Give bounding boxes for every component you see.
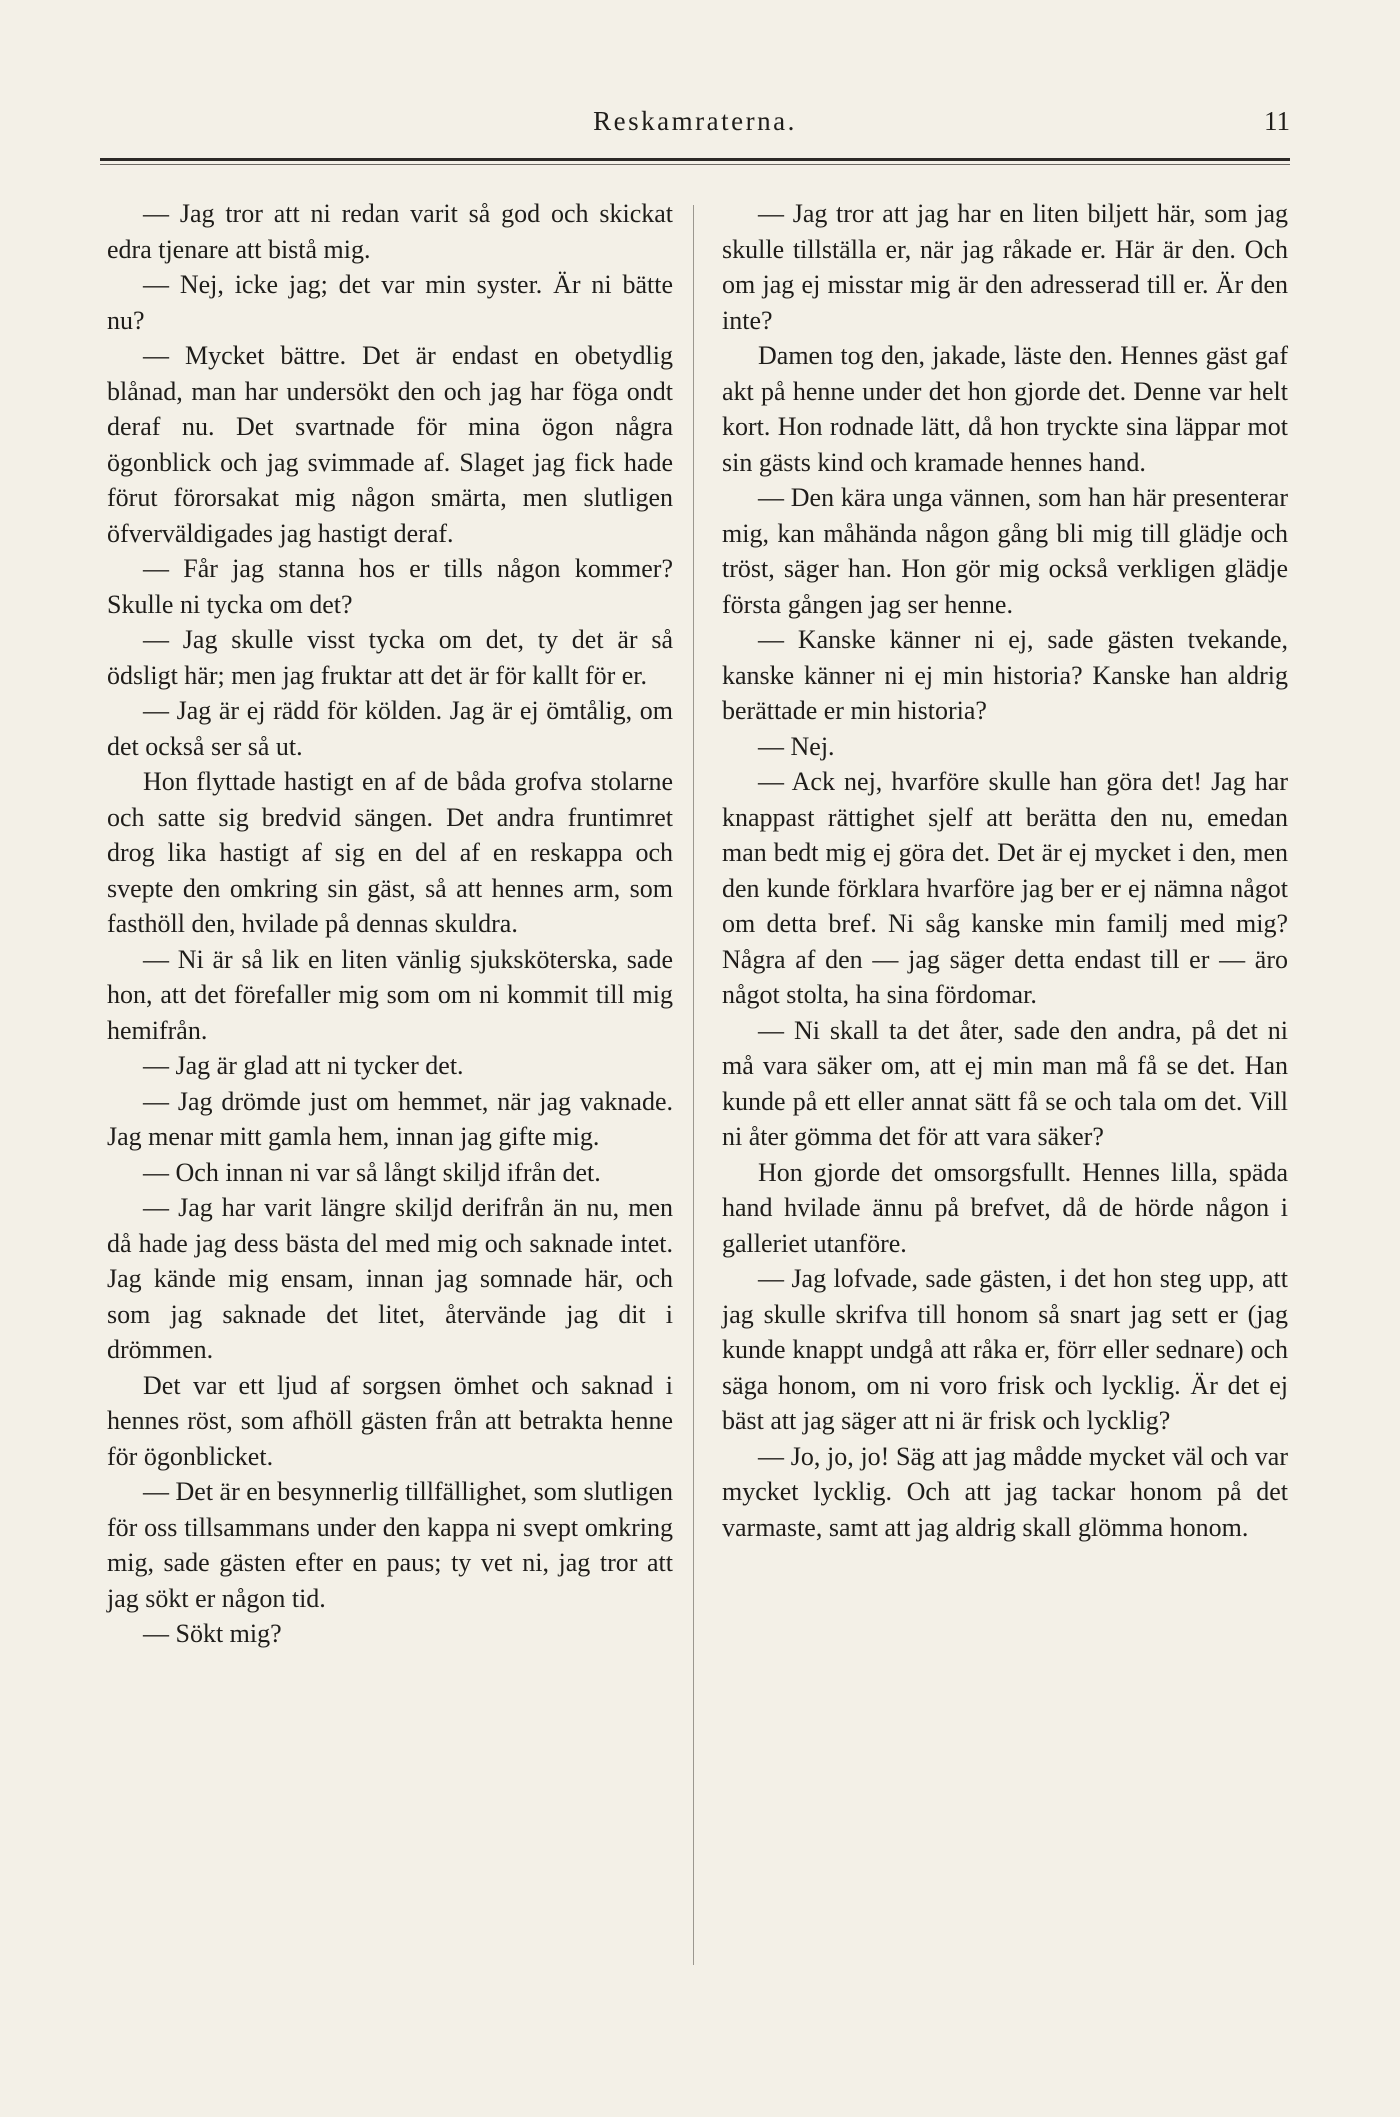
paragraph: — Jag är glad att ni tycker det. [143, 1051, 464, 1080]
right-column [722, 196, 1288, 1545]
paragraph: — Ack nej, hvarföre skulle han göra det! Jag har knappast rättighet sjelf att berätta den nu, emedan man bedt mig ej göra det. Det är ej mycket i den, men den kunde förklara hvarföre jag ber er ej nämna något om detta bref. Ni såg kanske min familj med mig? Några af den — jag säger detta endast till er — äro något stolta, ha sina fördomar. [722, 767, 1288, 1009]
header-rule [100, 158, 1290, 161]
header-rule-thin [100, 164, 1290, 165]
paragraph: — Jag lofvade, sade gästen, i det hon steg upp, att jag skulle skrifva till honom så snart jag sett er (jag kunde knappt undgå att råka er, förr eller sednare) och säga honom, om ni voro frisk och lycklig. Är det ej bäst att jag säger att ni är frisk och lycklig? [722, 1264, 1288, 1435]
paragraph: — Nej. [758, 731, 835, 761]
paragraph: — Ni är så lik en liten vänlig sjuksköterska, sade hon, att det förefaller mig som om ni kommit till mig hemifrån. [107, 944, 673, 1045]
paragraph: — Nej, icke jag; det var min syster. Är ni bätte nu? [107, 270, 673, 335]
page-header [100, 106, 1290, 146]
paragraph: — Den kära unga vännen, som han här presenterar mig, kan måhända någon gång bli mig till glädje och tröst, säger han. Hon gör mig också verkligen glädje första gången jag ser henne. [722, 483, 1288, 619]
paragraph: — Jag är ej rädd för kölden. Jag är ej ömtålig, om det också ser så ut. [107, 696, 673, 761]
paragraph: Damen tog den, jakade, läste den. Hennes gäst gaf akt på henne under det hon gjorde det. Denne var helt kort. Hon rodnade lätt, då hon tryckte sina läppar mot sin gästs kind och kramade hennes hand. [722, 341, 1288, 477]
paragraph: — Jag tror att jag har en liten biljett här, som jag skulle tillställa er, när jag råkade er. Här är den. Och om jag ej misstar mig är den adresserad till er. Är den inte? [722, 199, 1288, 335]
paragraph: — Det är en besynnerlig tillfällighet, som slutligen för oss tillsammans under den kappa ni svept omkring mig, sade gästen efter en paus; ty vet ni, jag tror att jag sökt er någon tid. [107, 1477, 674, 1613]
paragraph: — Jag har varit längre skiljd derifrån än nu, men då hade jag dess bästa del med mig och saknade intet. Jag kände mig ensam, innan jag somnade här, och som jag saknade det litet, återvände jag dit i drömmen. [107, 1193, 673, 1364]
paragraph: — Och innan ni var så långt skiljd ifrån det. [143, 1157, 601, 1187]
paragraph: Hon flyttade hastigt en af de båda grofva stolarne och satte sig bredvid sängen. Det andra fruntimret drog lika hastigt af sig en del af en reskappa och svepte den omkring sin gäst, så att hennes arm, som fasthöll den, hvilade på dennas skuldra. [107, 767, 673, 938]
paragraph: — Kanske känner ni ej, sade gästen tvekande, kanske känner ni ej min historia? Kanske han aldrig berättade er min historia? [722, 625, 1288, 725]
running-title: Reskamraterna. [593, 106, 797, 136]
left-column [107, 196, 673, 1652]
paragraph: Det var ett ljud af sorgsen ömhet och saknad i hennes röst, som afhöll gästen från att betrakta henne för ögonblicket. [107, 1370, 673, 1471]
column-divider [693, 205, 694, 1965]
paragraph: — Sökt mig? [143, 1619, 282, 1648]
paragraph: — Ni skall ta det åter, sade den andra, på det ni må vara säker om, att ej min man må få se det. Han kunde på ett eller annat sätt få se och tala om det. Vill ni åter gömma det för att vara säker? [722, 1015, 1288, 1151]
paragraph: — Jo, jo, jo! Säg att jag mådde mycket väl och var mycket lycklig. Och att jag tackar honom på det varmaste, samt att jag aldrig skall glömma honom. [722, 1441, 1288, 1542]
paragraph: — Mycket bättre. Det är endast en obetydlig blånad, man har undersökt den och jag har föga ondt deraf nu. Det svartnade för mina ögon några ögonblick och jag svimmade af. Slaget jag fick hade förut förorsakat mig någon smärta, men slutligen öfverväldigades jag hastigt deraf. [107, 341, 673, 548]
paragraph: — Jag skulle visst tycka om det, ty det är så ödsligt här; men jag fruktar att det är för kallt för er. [107, 625, 673, 690]
paragraph: — Får jag stanna hos er tills någon kommer? Skulle ni tycka om det? [107, 554, 673, 619]
paragraph: Hon gjorde det omsorgsfullt. Hennes lilla, späda hand hvilade ännu på brefvet, då de hörde någon i galleriet utanföre. [722, 1157, 1288, 1258]
paragraph: — Jag drömde just om hemmet, när jag vaknade. Jag menar mitt gamla hem, innan jag gifte mig. [107, 1086, 673, 1151]
paragraph: — Jag tror att ni redan varit så god och skickat edra tjenare att bistå mig. [107, 199, 673, 264]
page-number: 11 [1264, 106, 1290, 136]
